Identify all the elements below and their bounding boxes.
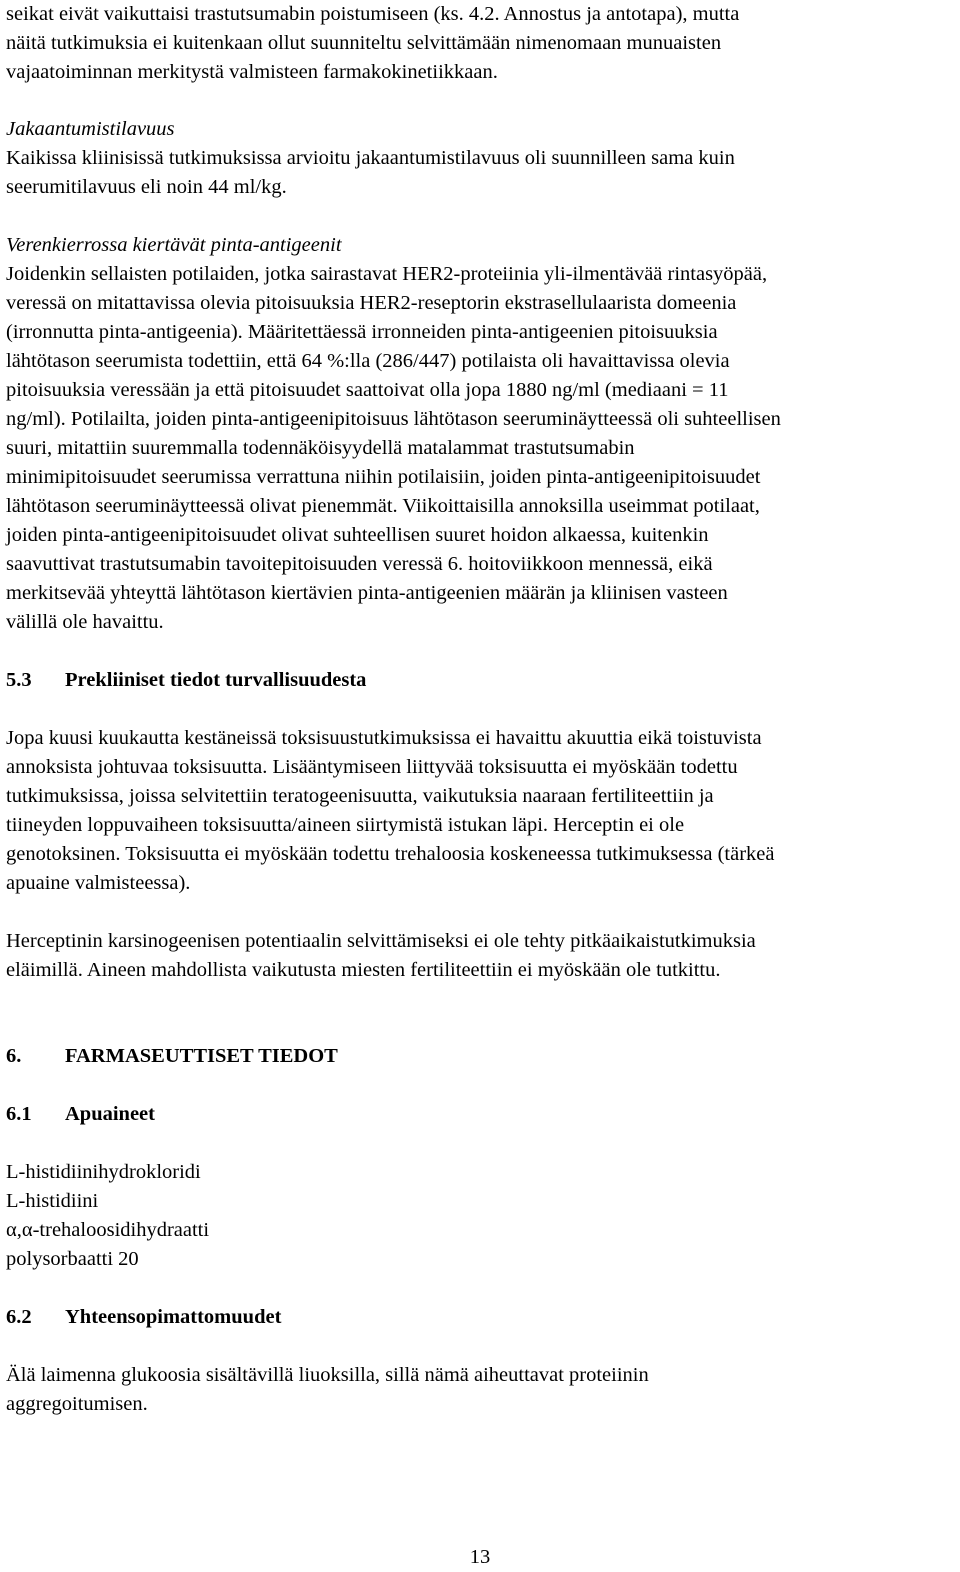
list-item: L-histidiini (6, 1190, 99, 1212)
section-number: 5.3 (6, 669, 32, 691)
text-line: ng/ml). Potilailta, joiden pinta-antigeenipitoisuus lähtötason seeruminäytteessä oli suhteellisen (6, 408, 781, 430)
subheading: Verenkierrossa kiertävät pinta-antigeenit (6, 234, 342, 256)
text-line: annoksista johtuvaa toksisuutta. Lisääntymiseen liittyvää toksisuutta ei myöskään todettu (6, 756, 738, 778)
circulating-antigens-section (6, 231, 956, 637)
incompatibilities-paragraph (6, 1361, 956, 1419)
section-title: FARMASEUTTISET TIEDOT (65, 1045, 338, 1067)
intro-paragraph (6, 0, 956, 87)
text-line: välillä ole havaittu. (6, 611, 164, 633)
preclinical-paragraph-1 (6, 724, 956, 898)
text-line: tutkimuksissa, joissa selvitettiin teratogeenisuutta, vaikutuksia naaraan fertiliteettiin ja (6, 785, 714, 807)
preclinical-paragraph-2 (6, 927, 956, 985)
subheading: Jakaantumistilavuus (6, 118, 175, 140)
text-line: suuri, mitattiin suuremmalla todennäköisyydellä matalammat trastutsumabin (6, 437, 635, 459)
text-line: apuaine valmisteessa). (6, 872, 191, 894)
section-title: Apuaineet (65, 1103, 155, 1125)
list-item: L-histidiinihydrokloridi (6, 1161, 201, 1183)
text-line: Joidenkin sellaisten potilaiden, jotka sairastavat HER2-proteiinia yli-ilmentävää rintasyöpää, (6, 263, 768, 285)
text-line: seerumitilavuus eli noin 44 ml/kg. (6, 176, 287, 198)
text-line: Älä laimenna glukoosia sisältävillä liuoksilla, sillä nämä aiheuttavat proteiinin (6, 1364, 649, 1386)
text-line: (irronnutta pinta-antigeenia). Määritettäessä irronneiden pinta-antigeenien pitoisuuksia (6, 321, 718, 343)
text-line: saavuttivat trastutsumabin tavoitepitoisuuden veressä 6. hoitoviikkoon mennessä, eikä (6, 553, 713, 575)
text-line: eläimillä. Aineen mahdollista vaikutusta miesten fertiliteettiin ei myöskään ole tutkittu. (6, 959, 721, 981)
text-line: veressä on mitattavissa olevia pitoisuuksia HER2-reseptorin ekstrasellulaarista domeenia (6, 292, 737, 314)
text-line: lähtötason seeruminäytteessä olivat pienemmät. Viikoittaisilla annoksilla useimmat potilaat, (6, 495, 760, 517)
text-line: näitä tutkimuksia ei kuitenkaan ollut suunniteltu selvittämään nimenomaan munuaisten (6, 32, 722, 54)
section-number: 6.1 (6, 1103, 32, 1125)
section-heading-6-2 (6, 1303, 956, 1332)
text-line: seikat eivät vaikuttaisi trastutsumabin poistumiseen (ks. 4.2. Annostus ja antotapa), mutta (6, 3, 740, 25)
text-line: lähtötason seerumista todettiin, että 64 %:lla (286/447) potilaista oli havaittavissa olevia (6, 350, 730, 372)
text-line: genotoksinen. Toksisuutta ei myöskään todettu trehaloosia koskeneessa tutkimuksessa (tärkeä (6, 843, 775, 865)
text-line: aggregoitumisen. (6, 1393, 148, 1415)
section-heading-6 (6, 1042, 956, 1071)
distribution-volume-section (6, 115, 956, 202)
text-line: Jopa kuusi kuukautta kestäneissä toksisuustutkimuksissa ei havaittu akuuttia eikä toistuvista (6, 727, 762, 749)
section-number: 6. (6, 1045, 22, 1067)
excipients-list (6, 1158, 956, 1274)
section-heading-6-1 (6, 1100, 956, 1129)
section-heading-5-3 (6, 666, 956, 695)
text-line: pitoisuuksia veressään ja että pitoisuudet saattoivat olla jopa 1880 ng/ml (mediaani = 11 (6, 379, 729, 401)
text-line: joiden pinta-antigeenipitoisuudet olivat suhteellisen suuret hoidon alkaessa, kuitenkin (6, 524, 709, 546)
text-line: vajaatoiminnan merkitystä valmisteen farmakokinetiikkaan. (6, 61, 498, 83)
text-line: minimipitoisuudet seerumissa verrattuna niihin potilaisiin, joiden pinta-antigeenipitoisuudet (6, 466, 761, 488)
section-title: Yhteensopimattomuudet (65, 1306, 282, 1328)
section-number: 6.2 (6, 1306, 32, 1328)
list-item: α,α-trehaloosidihydraatti (6, 1219, 210, 1241)
list-item: polysorbaatti 20 (6, 1248, 139, 1270)
page-number: 13 (469, 1546, 491, 1568)
text-line: merkitsevää yhteyttä lähtötason kiertävien pinta-antigeenien määrän ja kliinisen vasteen (6, 582, 728, 604)
text-line: Kaikissa kliinisissä tutkimuksissa arvioitu jakaantumistilavuus oli suunnilleen sama kuin (6, 147, 735, 169)
text-line: Herceptinin karsinogeenisen potentiaalin selvittämiseksi ei ole tehty pitkäaikaistutkimuksia (6, 930, 756, 952)
text-line: tiineyden loppuvaiheen toksisuutta/aineen siirtymistä istukan läpi. Herceptin ei ole (6, 814, 685, 836)
section-title: Prekliiniset tiedot turvallisuudesta (65, 669, 367, 691)
